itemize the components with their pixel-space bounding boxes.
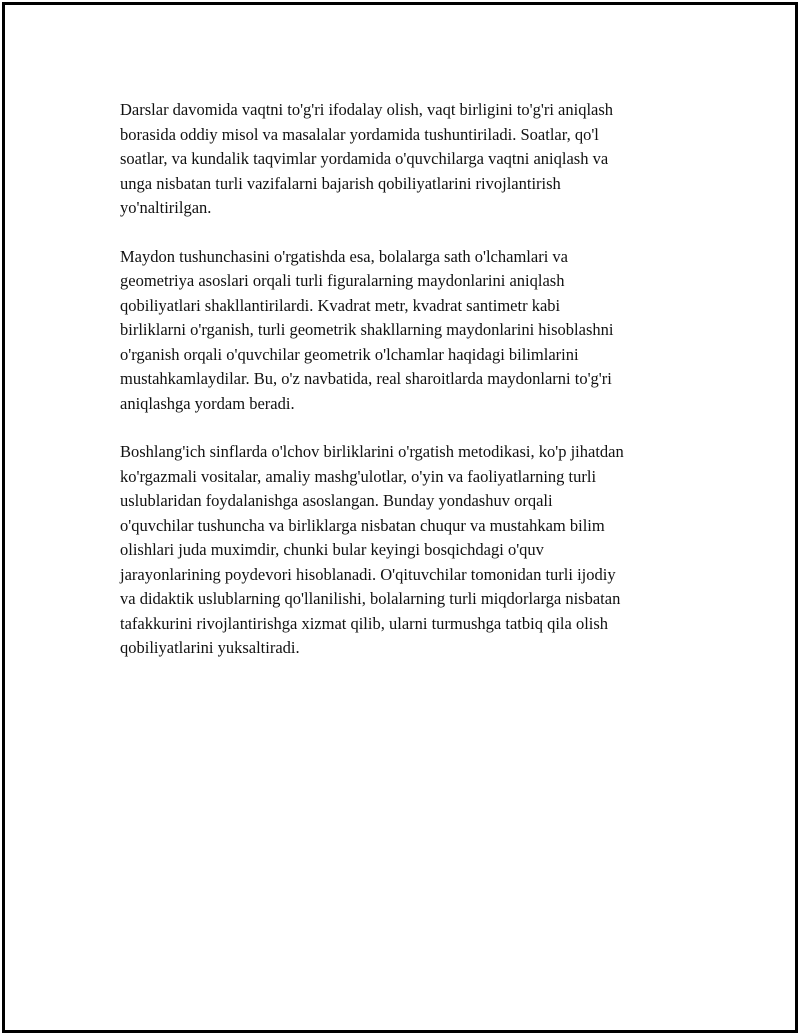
paragraph-time-units: Darslar davomida vaqtni to'g'ri ifodalay olish, vaqt birligini to'g'ri aniqlash borasida oddiy misol va masalalar yordamida tushuntiriladi. Soatlar, qo'l soatlar, va kundalik taqvimlar yordamida o'quvchilarga vaqtni aniqlash va unga nisbatan turli vazifalarni bajarish qobiliyatlarini rivojlantirish yo'naltirilgan.: [120, 100, 614, 217]
page-frame: [2, 2, 798, 1033]
paragraph-area-units: Maydon tushunchasini o'rgatishda esa, bolalarga sath o'lchamlari va geometriya asoslari orqali turli figuralarning maydonlarini aniqlash qobiliyatlari shakllantirilardi. Kvadrat metr, kvadrat santimetr kabi birliklarni o'rganish, turli geometrik shakllarning maydonlarini hisoblashni o'rganish orqali o'quvchilar geometrik o'lchamlar haqidagi bilimlarini mustahkamlaydilar. Bu, o'z navbatida, real sharoitlarda maydonlarni to'g'ri aniqlashga yordam beradi.: [120, 246, 614, 413]
document-body: [120, 98, 695, 685]
paragraph-methodology: Boshlang'ich sinflarda o'lchov birliklarini o'rgatish metodikasi, ko'p jihatdan ko'rgazmali vositalar, amaliy mashg'ulotlar, o'yin va faoliyatlarning turli uslublaridan foydalanishga asoslangan. Bunday yondashuv orqali o'quvchilar tushuncha va birliklarga nisbatan chuqur va mustahkam bilim olishlari juda muximdir, chunki bular keyingi bosqichdagi o'quv jarayonlarining poydevori hisoblanadi. O'qituvchilar tomonidan turli ijodiy va didaktik uslublarning qo'llanilishi, bolalarning turli miqdorlarga nisbatan tafakkurini rivojlantirishga xizmat qilib, ularni turmushga tatbiq qila olish qobiliyatlarini yuksaltiradi.: [120, 442, 624, 657]
